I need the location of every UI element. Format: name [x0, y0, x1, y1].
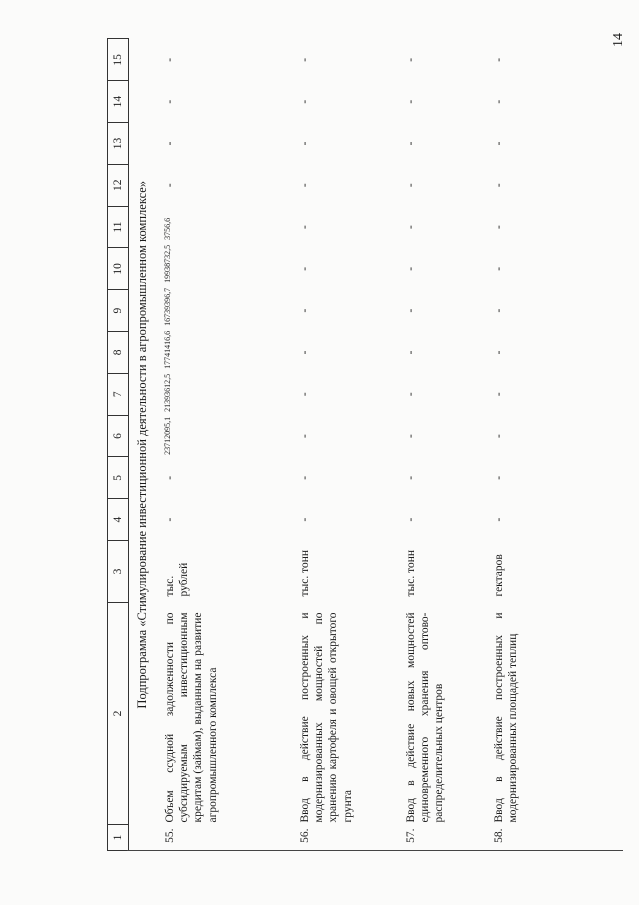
- indicator-name: Ввод в действие построенных и модернизированных мощностей по хранению картофеля и овощей открытого грунта: [298, 612, 354, 823]
- value-cell: -: [298, 308, 311, 313]
- value-cell: -: [298, 434, 311, 438]
- value-cell: -: [298, 517, 311, 522]
- value-cell: -: [404, 517, 417, 522]
- value-cell: -: [492, 141, 505, 146]
- value-cell: -: [492, 266, 505, 271]
- header-cell: 2: [108, 603, 129, 825]
- header-row: [108, 39, 129, 851]
- value-text: 21393612,5: [162, 373, 172, 412]
- header-cell: 5: [108, 457, 129, 499]
- header-cell: 13: [108, 123, 129, 165]
- header-cell: 6: [108, 415, 129, 457]
- row-number: 55.: [163, 828, 176, 843]
- value-cell: -: [404, 475, 417, 480]
- value-cell: -: [492, 392, 505, 397]
- header-cell: 1: [108, 825, 129, 851]
- value-text: 19938732,5: [162, 244, 172, 283]
- subprogram-heading-row: [129, 39, 157, 851]
- value-cell: -: [492, 308, 505, 313]
- indicator-name: Ввод в действие новых мощностей единовременного хранения оптово-распределительных центров: [404, 612, 446, 823]
- value-cell: -: [492, 517, 505, 522]
- value-cell: -: [492, 183, 505, 188]
- indicator-name: Ввод в действие построенных и модернизированных площадей теплиц: [492, 612, 519, 823]
- value-cell: -: [404, 57, 417, 62]
- value-cell: -: [163, 99, 176, 104]
- value-cell: -: [492, 475, 505, 480]
- indicator-name: Объем ссудной задолженности по субсидируемым инвестиционным кредитам (займам), выданным на развитие агропромышленного комплекса: [163, 612, 219, 823]
- value-cell: -: [163, 183, 176, 188]
- value-cell: -: [298, 57, 311, 62]
- unit-cell: тыс. тонн: [404, 549, 417, 597]
- value-text: 23712095,1: [162, 416, 172, 455]
- header-cell: 9: [108, 290, 129, 332]
- value-cell: -: [163, 475, 176, 480]
- value-cell: -: [163, 517, 176, 522]
- value-cell: -: [404, 225, 417, 229]
- page-number: 14: [611, 33, 626, 47]
- row-number: 56.: [298, 828, 311, 843]
- value-cell: -: [298, 99, 311, 104]
- header-cell: 10: [108, 248, 129, 290]
- value-cell: -: [492, 99, 505, 104]
- table-row: [398, 39, 486, 851]
- values-cell: [157, 206, 292, 457]
- value-cell: -: [404, 392, 417, 397]
- value-cell: -: [492, 225, 505, 229]
- header-cell: 8: [108, 332, 129, 374]
- table-row: [157, 39, 292, 851]
- header-cell: 7: [108, 373, 129, 415]
- value-cell: -: [404, 266, 417, 271]
- value-cell: -: [404, 350, 417, 355]
- value-cell: -: [298, 141, 311, 146]
- value-text: 17741416,6: [162, 330, 172, 369]
- value-cell: -: [492, 350, 505, 355]
- value-cell: -: [298, 475, 311, 480]
- row-number: 58.: [492, 828, 505, 843]
- unit-cell: гектаров: [492, 554, 505, 597]
- value-cell: -: [298, 266, 311, 271]
- value-cell: -: [404, 434, 417, 438]
- value-cell: -: [492, 57, 505, 62]
- value-cell: -: [163, 141, 176, 146]
- table-row: [292, 39, 398, 851]
- value-cell: -: [492, 434, 505, 438]
- value-text: 3756,6: [162, 217, 172, 240]
- value-cell: -: [404, 99, 417, 104]
- unit-cell: тыс. рублей: [163, 562, 190, 597]
- subprogram-title: Подпрограмма «Стимулирование инвестиционной деятельности в агропромышленном комплексе»: [135, 180, 149, 709]
- table-row: [486, 39, 556, 851]
- value-cell: -: [163, 57, 176, 62]
- row-number: 57.: [404, 828, 417, 843]
- value-cell: -: [404, 183, 417, 188]
- rotated-table-sheet: [107, 39, 623, 851]
- indicators-table: [107, 38, 556, 851]
- header-cell: 4: [108, 499, 129, 541]
- table-left-border: [127, 850, 623, 851]
- value-text: 16739396,7: [162, 287, 172, 326]
- value-cell: -: [298, 183, 311, 188]
- value-cell: -: [298, 392, 311, 397]
- header-cell: 11: [108, 206, 129, 248]
- header-cell: 15: [108, 39, 129, 81]
- header-cell: 12: [108, 164, 129, 206]
- value-cell: -: [298, 225, 311, 229]
- value-cell: -: [404, 308, 417, 313]
- value-cell: -: [404, 141, 417, 146]
- value-cell: -: [298, 350, 311, 355]
- header-cell: 3: [108, 541, 129, 603]
- header-cell: 14: [108, 81, 129, 123]
- unit-cell: тыс. тонн: [298, 549, 311, 597]
